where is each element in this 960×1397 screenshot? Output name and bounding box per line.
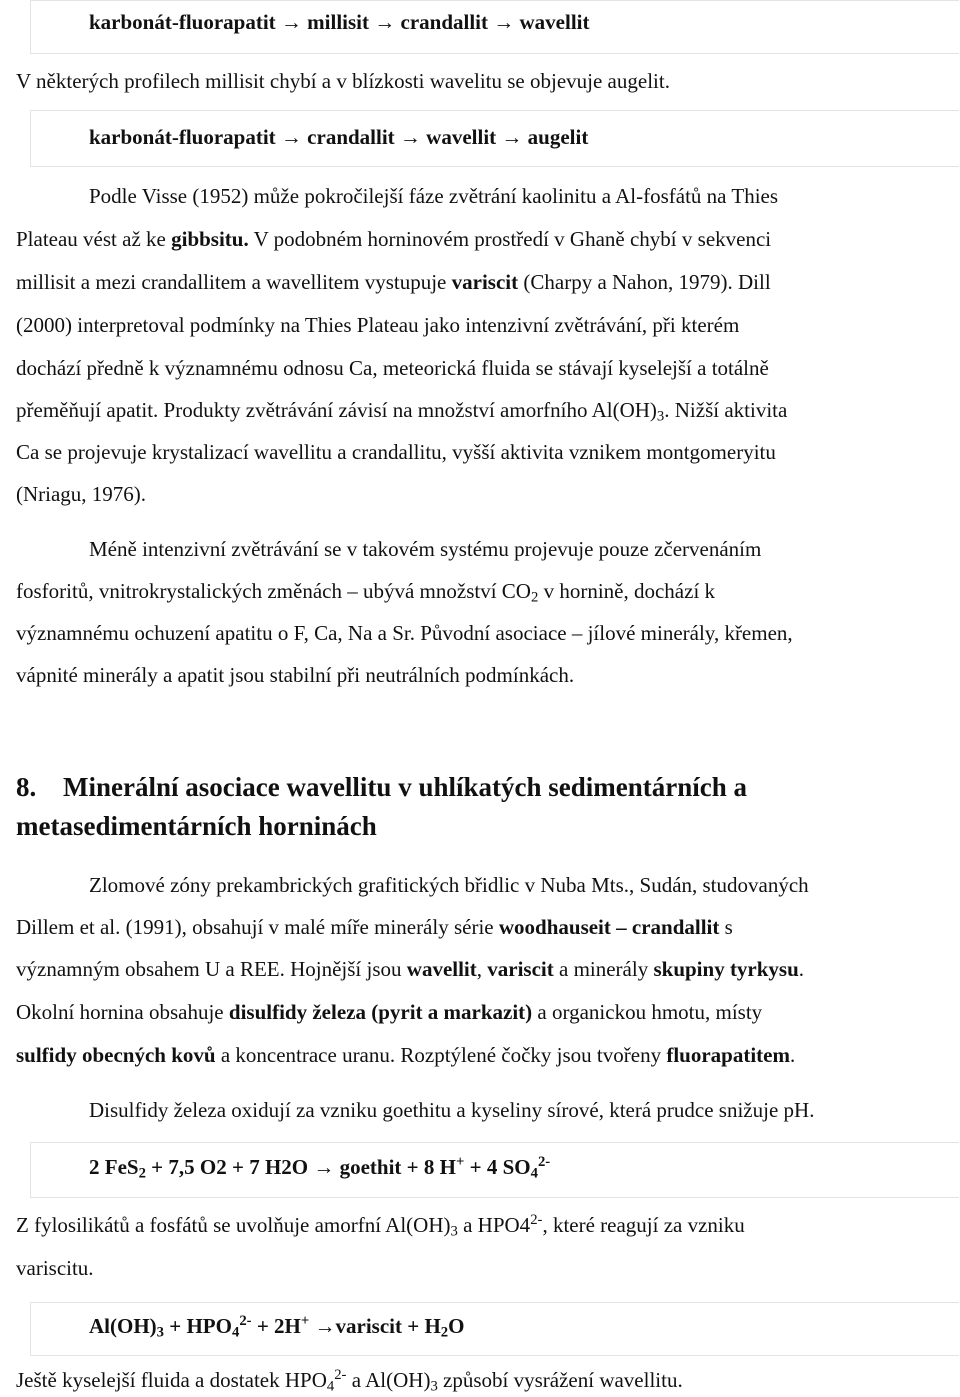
text-line <box>16 1000 762 1025</box>
text-span: Ještě kyselejší fluida a dostatek HPO <box>16 1368 327 1392</box>
text-line <box>16 915 733 940</box>
text-span: významným obsahem U a REE. Hojnější jsou <box>16 957 407 981</box>
superscript: 2- <box>530 1211 543 1228</box>
reaction-equation-1 <box>89 1155 550 1180</box>
text-span: a koncentrace uranu. Rozptýlené čočky jsou tvořeny <box>215 1043 667 1067</box>
text-span: v hornině, dochází k <box>538 579 716 603</box>
text-line: významnému ochuzení apatitu o F, Ca, Na a Sr. Původní asociace – jílové minerály, křemen, <box>16 621 793 645</box>
text-span: a organickou hmotu, místy <box>532 1000 763 1024</box>
superscript: 2- <box>334 1366 347 1383</box>
text-span: fosforitů, vnitrokrystalických změnách – ubývá množství CO <box>16 579 531 603</box>
text-span: Okolní hornina obsahuje <box>16 1000 229 1024</box>
subscript: 4 <box>530 1165 538 1182</box>
section-title: Minerální asociace wavellitu v uhlíkatých sedimentárních a <box>63 772 747 802</box>
eq-text: + 4 SO <box>464 1155 531 1179</box>
text-line <box>16 957 804 982</box>
text-span: a HPO4 <box>457 1213 531 1237</box>
text-span: V podobném horninovém prostředí v Ghaně chybí v sekvenci <box>248 227 772 251</box>
text-span: . <box>798 957 805 981</box>
text-span: . Nižší aktivita <box>664 398 788 422</box>
text-line <box>16 1368 683 1393</box>
text-line: dochází předně k významnému odnosu Ca, meteorická fluida se stávají kyselejší a totálně <box>16 356 769 380</box>
subscript: 3 <box>156 1324 164 1341</box>
subscript: 3 <box>656 408 665 425</box>
section-title-cont: metasedimentárních horninách <box>16 811 377 841</box>
eq-text: O <box>448 1314 465 1338</box>
text-line: variscitu. <box>16 1256 94 1280</box>
bold-term: variscit <box>487 957 554 981</box>
superscript: 2- <box>239 1312 252 1329</box>
text-line <box>16 1213 745 1238</box>
flow-box-2 <box>30 110 959 167</box>
superscript: 2- <box>537 1153 551 1170</box>
text-line: (2000) interpretoval podmínky na Thies Plateau jako intenzivní zvětrávání, při kterém <box>16 313 740 337</box>
bold-term: wavellit <box>406 957 477 981</box>
eq-text: + 2H <box>251 1314 301 1338</box>
text-span: . <box>789 1043 796 1067</box>
text-span: millisit a mezi crandallitem a wavellitem vystupuje <box>16 270 452 294</box>
superscript: + <box>300 1312 310 1329</box>
text-span: Z fylosilikátů a fosfátů se uvolňuje amorfní Al(OH) <box>16 1213 451 1237</box>
bold-term: skupiny tyrkysu <box>653 957 799 981</box>
bold-term: disulfidy železa (pyrit a markazit) <box>228 1000 533 1024</box>
subscript: 2 <box>440 1324 449 1341</box>
bold-term: woodhauseit – crandallit <box>498 915 720 939</box>
superscript: + <box>455 1153 465 1170</box>
text-line <box>16 579 715 604</box>
text-span: , <box>476 957 488 981</box>
flow-box-1 <box>30 0 959 54</box>
subscript: 2 <box>138 1165 146 1182</box>
mineral-sequence-1: karbonát-fluorapatit → millisit → crandallit → wavellit <box>89 10 590 34</box>
text-span: s <box>719 915 733 939</box>
subscript: 4 <box>231 1324 240 1341</box>
eq-text: + HPO <box>164 1314 232 1338</box>
equation-box-2 <box>30 1302 959 1356</box>
reaction-equation-2 <box>89 1314 464 1339</box>
eq-text: + 7,5 O2 + 7 H2O → goethit + 8 H <box>145 1155 456 1179</box>
text-span: přeměňují apatit. Produkty zvětrávání závisí na množství amorfního Al(OH) <box>16 398 657 422</box>
text-span: a minerály <box>553 957 654 981</box>
text-span: , které reagují za vzniku <box>542 1213 745 1237</box>
text-line: Podle Visse (1952) může pokročilejší fáze zvětrání kaolinitu a Al-fosfátů na Thies <box>89 184 779 208</box>
equation-box-1 <box>30 1142 959 1198</box>
text-line <box>16 270 771 295</box>
text-line: Ca se projevuje krystalizací wavellitu a crandallitu, vyšší aktivita vznikem montgomeryitu <box>16 440 776 464</box>
eq-text: 2 FeS <box>89 1155 139 1179</box>
text-line: vápnité minerály a apatit jsou stabilní při neutrálních podmínkách. <box>16 663 575 687</box>
bold-term: gibbsitu. <box>171 227 249 251</box>
bold-term: fluorapatitem <box>666 1043 790 1067</box>
bold-term: sulfidy obecných kovů <box>16 1043 216 1067</box>
text-span: Dillem et al. (1991), obsahují v malé míře minerály série <box>16 915 499 939</box>
text-span: Plateau vést až ke <box>16 227 172 251</box>
eq-text: →variscit + H <box>309 1314 441 1338</box>
mineral-sequence-2: karbonát-fluorapatit → crandallit → wavellit → augelit <box>89 125 589 149</box>
eq-text: Al(OH) <box>89 1314 157 1338</box>
bold-term: variscit <box>451 270 519 294</box>
text-line <box>16 1043 795 1068</box>
text-line: Disulfidy železa oxidují za vzniku goethitu a kyseliny sírové, která prudce snižuje pH. <box>89 1098 815 1122</box>
text-span: a Al(OH) <box>346 1368 431 1392</box>
section-number: 8. <box>16 772 37 802</box>
text-line: V některých profilech millisit chybí a v blízkosti wavelitu se objevuje augelit. <box>16 69 670 93</box>
text-span: (Charpy a Nahon, 1979). Dill <box>518 270 771 294</box>
subscript: 4 <box>326 1378 335 1395</box>
text-line: Zlomové zóny prekambrických grafitických břidlic v Nuba Mts., Sudán, studovaných <box>89 873 809 897</box>
text-line: Méně intenzivní zvětrávání se v takovém systému projevuje pouze zčervenáním <box>89 537 762 561</box>
subscript: 3 <box>430 1378 438 1395</box>
text-line: (Nriagu, 1976). <box>16 482 147 506</box>
subscript: 3 <box>450 1223 458 1240</box>
subscript: 2 <box>530 589 539 606</box>
text-line <box>16 227 771 252</box>
text-span: způsobí vysrážení wavellitu. <box>437 1368 683 1392</box>
text-line <box>16 398 787 423</box>
